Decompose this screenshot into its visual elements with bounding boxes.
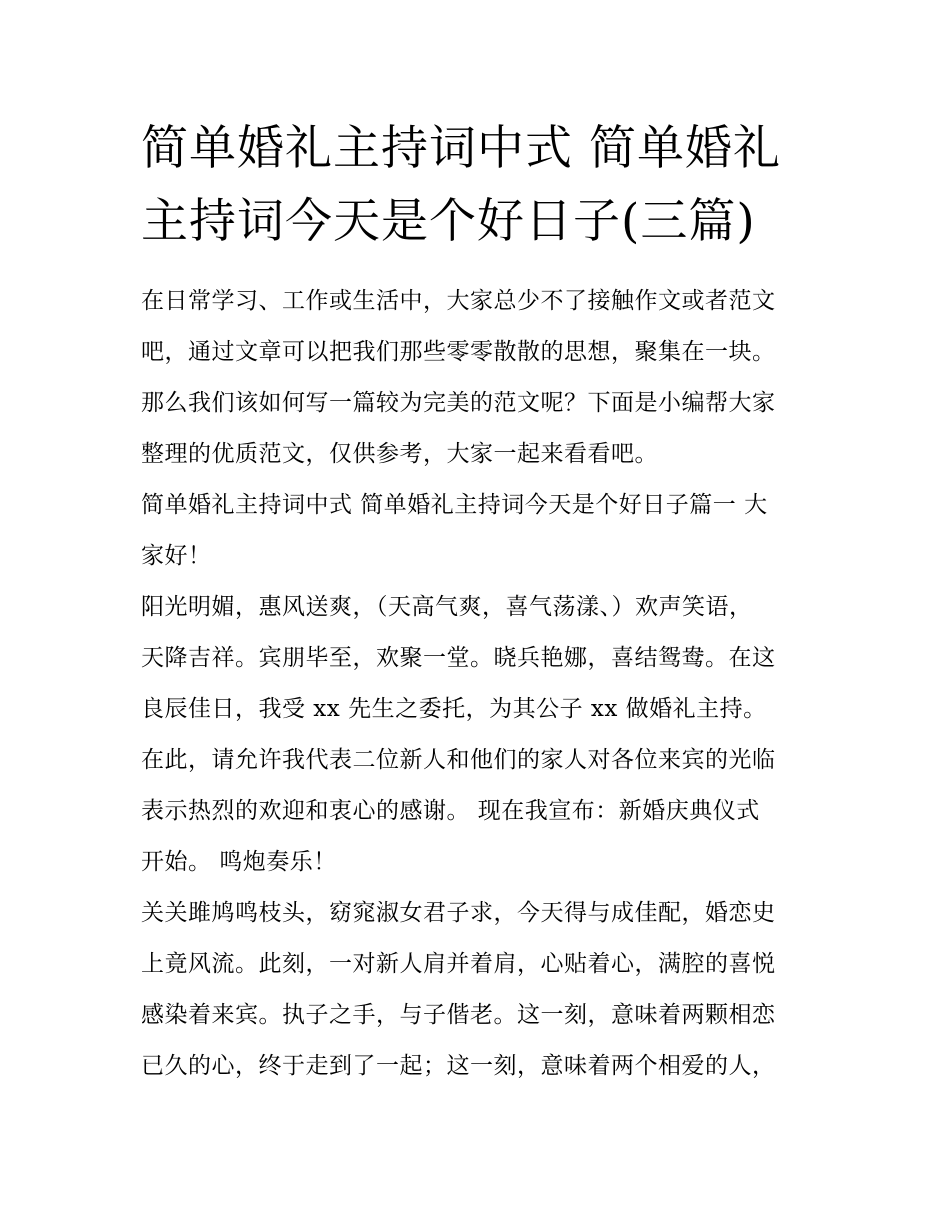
title-line: 主持词今天是个好日子(三篇)	[141, 194, 756, 249]
document-body	[141, 276, 821, 1092]
title-line: 简单婚礼主持词中式 简单婚礼	[141, 121, 781, 176]
body-line: 在日常学习、工作或生活中，大家总少不了接触作文或者范文	[141, 288, 776, 314]
body-line: 开始。 鸣炮奏乐！	[141, 849, 337, 875]
document-title	[141, 112, 821, 258]
body-line: 已久的心，终于走到了一起；这一刻，意味着两个相爱的人，	[141, 1053, 776, 1079]
body-line: 表示热烈的欢迎和衷心的感谢。 现在我宣布：新婚庆典仪式	[141, 798, 760, 824]
body-line: 上竟风流。此刻，一对新人肩并着肩，心贴着心，满腔的喜悦	[141, 951, 776, 977]
body-line: 简单婚礼主持词中式 简单婚礼主持词今天是个好日子篇一 大	[141, 492, 768, 518]
body-line: 阳光明媚，惠风送爽，（天高气爽，喜气荡漾、）欢声笑语，	[141, 594, 753, 620]
body-line: 天降吉祥。宾朋毕至，欢聚一堂。晓兵艳娜，喜结鸳鸯。在这	[141, 645, 776, 671]
body-line: 吧，通过文章可以把我们那些零零散散的思想，聚集在一块。	[141, 339, 776, 365]
body-line: 在此，请允许我代表二位新人和他们的家人对各位来宾的光临	[141, 747, 776, 773]
body-line: 家好！	[141, 543, 212, 569]
body-line: 良辰佳日，我受 xx 先生之委托，为其公子 xx 做婚礼主持。	[141, 696, 767, 722]
body-line: 那么我们该如何写一篇较为完美的范文呢？下面是小编帮大家	[141, 390, 776, 416]
body-line: 关关雎鸠鸣枝头，窈窕淑女君子求，今天得与成佳配，婚恋史	[141, 900, 776, 926]
body-line: 整理的优质范文，仅供参考，大家一起来看看吧。	[141, 441, 658, 467]
body-line: 感染着来宾。执子之手，与子偕老。这一刻，意味着两颗相恋	[141, 1002, 776, 1028]
